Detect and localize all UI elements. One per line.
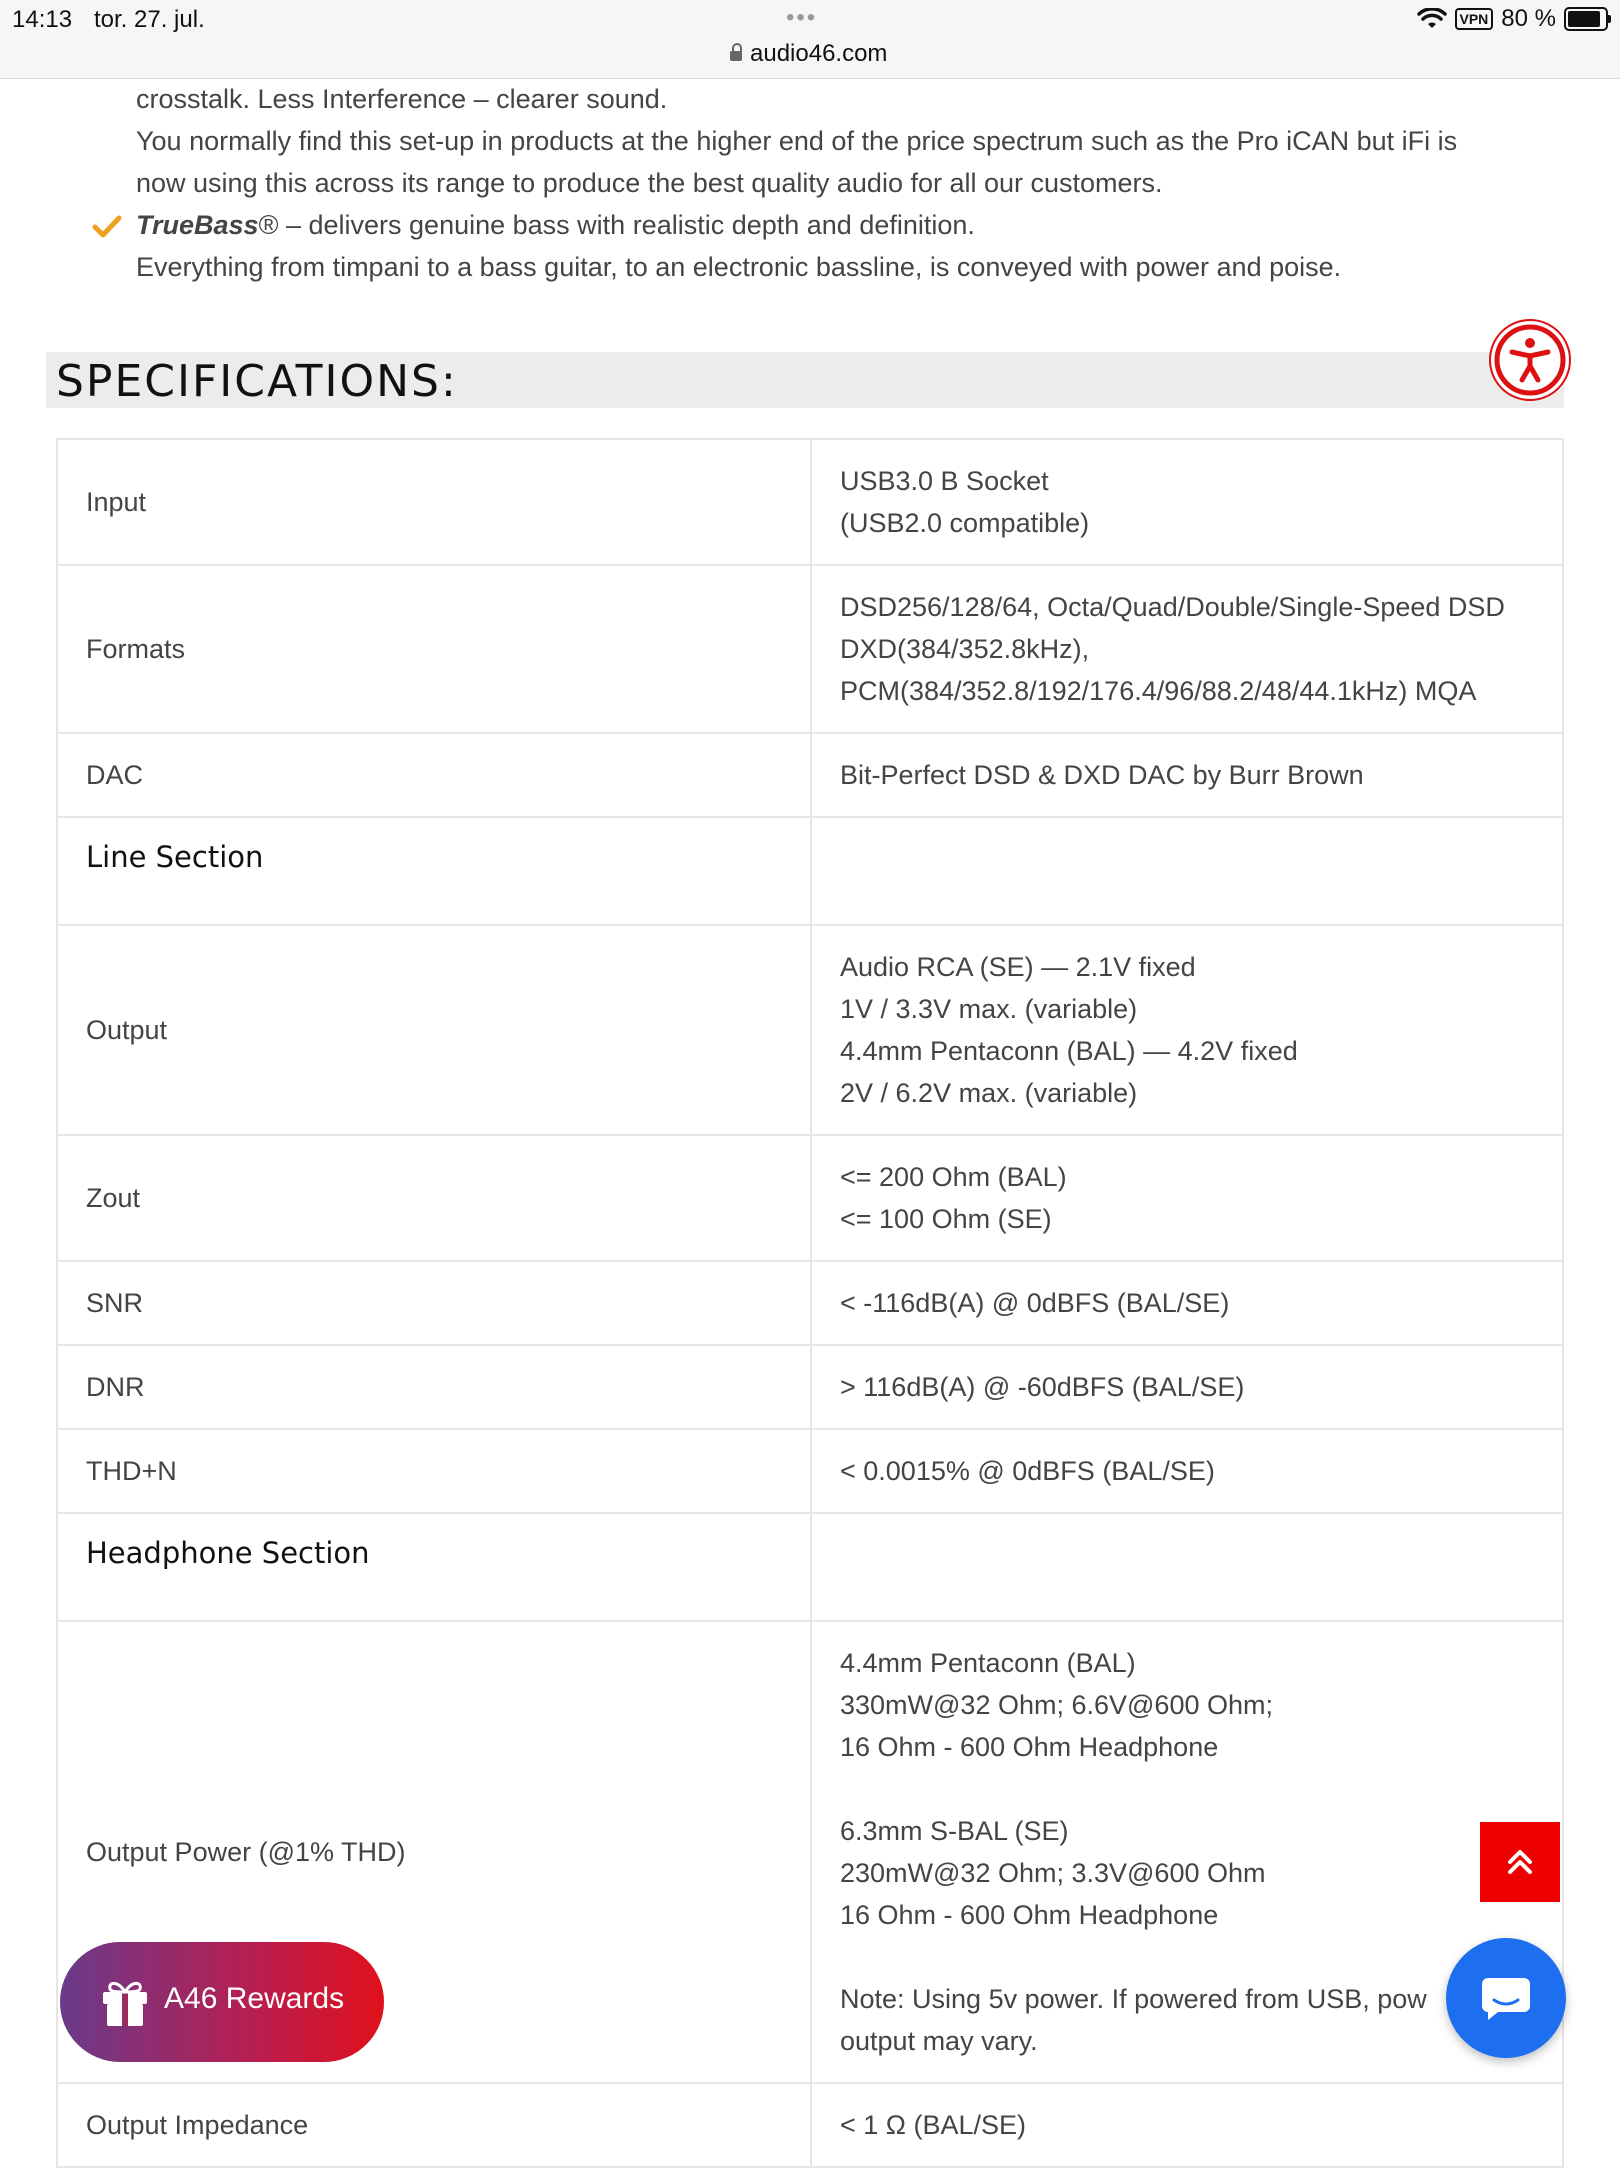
spec-value: 4.4mm Pentaconn (BAL) 330mW@32 Ohm; 6.6V@600 Ohm; 16 Ohm - 600 Ohm Headphone 6.3mm S-BAL (SE) 230mW@32 Ohm; 3.3V@600 Ohm 16 Ohm - 600 Ohm Headphone Note: Using 5v power. If powered from USB, pow output may vary. bbox=[811, 1621, 1563, 2083]
specifications-title: SPECIFICATIONS: bbox=[56, 356, 458, 407]
spec-value: Audio RCA (SE) — 2.1V fixed 1V / 3.3V max. (variable) 4.4mm Pentaconn (BAL) — 4.2V fixed 2V / 6.2V max. (variable) bbox=[811, 925, 1563, 1135]
chevron-up-icon bbox=[1480, 1822, 1560, 1902]
spec-key: Input bbox=[57, 439, 811, 565]
battery-icon bbox=[1564, 7, 1608, 31]
table-row bbox=[57, 439, 1563, 565]
spec-key: Zout bbox=[57, 1135, 811, 1261]
spec-value: DSD256/128/64, Octa/Quad/Double/Single-Speed DSD DXD(384/352.8kHz), PCM(384/352.8/192/176.4/96/88.2/48/44.1kHz) MQA bbox=[811, 565, 1563, 733]
table-row bbox=[57, 565, 1563, 733]
battery-percent: 80 % bbox=[1501, 5, 1556, 32]
chat-icon bbox=[1446, 1938, 1566, 2058]
table-row bbox=[57, 1261, 1563, 1345]
scroll-to-top-button[interactable] bbox=[1480, 1822, 1560, 1902]
accessibility-icon[interactable] bbox=[1488, 318, 1572, 402]
registered-mark: ® bbox=[258, 210, 279, 240]
section-row bbox=[57, 817, 1563, 925]
spec-value: < -116dB(A) @ 0dBFS (BAL/SE) bbox=[811, 1261, 1563, 1345]
spec-value: USB3.0 B Socket (USB2.0 compatible) bbox=[811, 439, 1563, 565]
spec-key: THD+N bbox=[57, 1429, 811, 1513]
table-row bbox=[57, 1429, 1563, 1513]
status-right bbox=[1417, 5, 1609, 33]
spec-key: DAC bbox=[57, 733, 811, 817]
spec-value: < 0.0015% @ 0dBFS (BAL/SE) bbox=[811, 1429, 1563, 1513]
status-bar bbox=[0, 0, 1620, 79]
section-heading: Headphone Section bbox=[57, 1513, 811, 1621]
spec-key: Output Impedance bbox=[57, 2083, 811, 2167]
spec-key: SNR bbox=[57, 1261, 811, 1345]
truebass-text: – delivers genuine bass with realistic depth and definition. bbox=[278, 210, 975, 240]
intro-line: Everything from timpani to a bass guitar, to an electronic bassline, is conveyed with power and poise. bbox=[136, 252, 1342, 282]
rewards-button[interactable] bbox=[60, 1942, 384, 2062]
table-row bbox=[57, 1345, 1563, 1429]
lock-icon bbox=[730, 51, 742, 61]
check-icon bbox=[92, 212, 122, 242]
specifications-header bbox=[46, 352, 1564, 408]
rewards-label: A46 Rewards bbox=[164, 1982, 345, 2015]
spec-value: <= 200 Ohm (BAL) <= 100 Ohm (SE) bbox=[811, 1135, 1563, 1261]
wifi-icon bbox=[1417, 8, 1447, 30]
spec-value: < 1 Ω (BAL/SE) bbox=[811, 2083, 1563, 2167]
truebass-title: TrueBass bbox=[136, 210, 259, 240]
spec-key: Output Power (@1% THD) bbox=[57, 1621, 811, 2083]
intro-line: now using this across its range to produce the best quality audio for all our customers. bbox=[136, 168, 1163, 198]
address-url: audio46.com bbox=[750, 40, 888, 67]
intro-line: crosstalk. Less Interference – clearer sound. bbox=[136, 84, 668, 114]
spec-key: DNR bbox=[57, 1345, 811, 1429]
chat-button[interactable] bbox=[1446, 1938, 1566, 2058]
section-heading: Line Section bbox=[57, 817, 811, 925]
table-row bbox=[57, 2083, 1563, 2167]
section-row bbox=[57, 1513, 1563, 1621]
vpn-badge: VPN bbox=[1455, 8, 1494, 30]
spec-value-empty bbox=[811, 1513, 1563, 1621]
gift-icon bbox=[100, 1976, 150, 2028]
address-bar[interactable] bbox=[730, 40, 887, 68]
status-date: tor. 27. jul. bbox=[94, 6, 205, 33]
table-row bbox=[57, 733, 1563, 817]
spec-value: Bit-Perfect DSD & DXD DAC by Burr Brown bbox=[811, 733, 1563, 817]
multitasking-dots[interactable]: ••• bbox=[786, 4, 818, 31]
table-row bbox=[57, 1135, 1563, 1261]
truebass-bullet bbox=[136, 204, 1536, 246]
feature-description bbox=[136, 78, 1536, 288]
intro-line: You normally find this set-up in products at the higher end of the price spectrum such as the Pro iCAN but iFi is bbox=[136, 126, 1458, 156]
spec-value: > 116dB(A) @ -60dBFS (BAL/SE) bbox=[811, 1345, 1563, 1429]
table-row bbox=[57, 925, 1563, 1135]
status-time: 14:13 bbox=[12, 6, 73, 33]
spec-key: Formats bbox=[57, 565, 811, 733]
spec-key: Output bbox=[57, 925, 811, 1135]
spec-value-empty bbox=[811, 817, 1563, 925]
specifications-table bbox=[56, 438, 1564, 2168]
